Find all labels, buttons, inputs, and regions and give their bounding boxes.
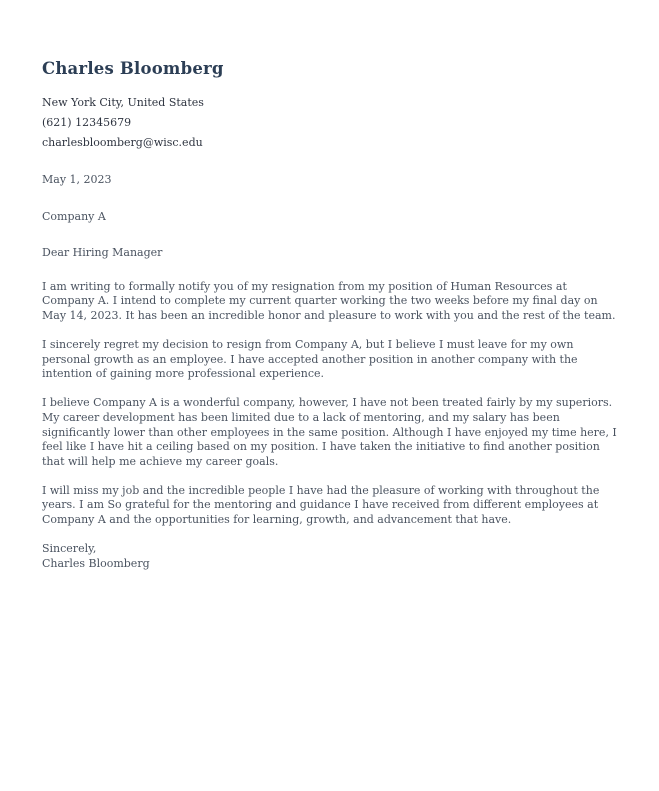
closing-block bbox=[42, 542, 617, 571]
letter-body bbox=[42, 280, 617, 528]
signature-name: Charles Bloomberg bbox=[42, 556, 150, 570]
body-paragraph: I sincerely regret my decision to resign from Company A, but I believe I must leave for my own personal growth as an employee. I have accepted another position in another company with the intention of gaining more professional experience. bbox=[42, 338, 578, 381]
body-paragraph: I will miss my job and the incredible people I have had the pleasure of working with throughout the years. I am So grateful for the mentoring and guidance I have received from different employees at Company A and the opportunities for learning, growth, and advancement that have. bbox=[42, 483, 600, 526]
sender-location: New York City, United States bbox=[42, 96, 204, 109]
recipient-company: Company A bbox=[42, 209, 106, 223]
sender-email: charlesbloomberg@wisc.edu bbox=[42, 136, 203, 149]
body-paragraph: I believe Company A is a wonderful company, however, I have not been treated fairly by my superiors. My career development has been limited due to a lack of mentoring, and my salary has been significantly lower than other employees in the same position. Although I have enjoyed my time here, I feel like I have hit a ceiling based on my position. I have taken the initiative to find another position that will help me achieve my career goals. bbox=[42, 396, 617, 468]
salutation: Dear Hiring Manager bbox=[42, 246, 163, 260]
letter-page bbox=[42, 58, 617, 571]
body-paragraph: I am writing to formally notify you of my resignation from my position of Human Resources at Company A. I intend to complete my current quarter working the two weeks before my final day on May 14, 2023. It has been an incredible honor and pleasure to work with you and the rest of the team. bbox=[42, 279, 616, 322]
sender-phone: (621) 12345679 bbox=[42, 116, 132, 129]
valediction: Sincerely, bbox=[42, 542, 97, 556]
contact-block bbox=[42, 93, 617, 153]
sender-name: Charles Bloomberg bbox=[42, 59, 224, 78]
letter-date: May 1, 2023 bbox=[42, 173, 112, 186]
